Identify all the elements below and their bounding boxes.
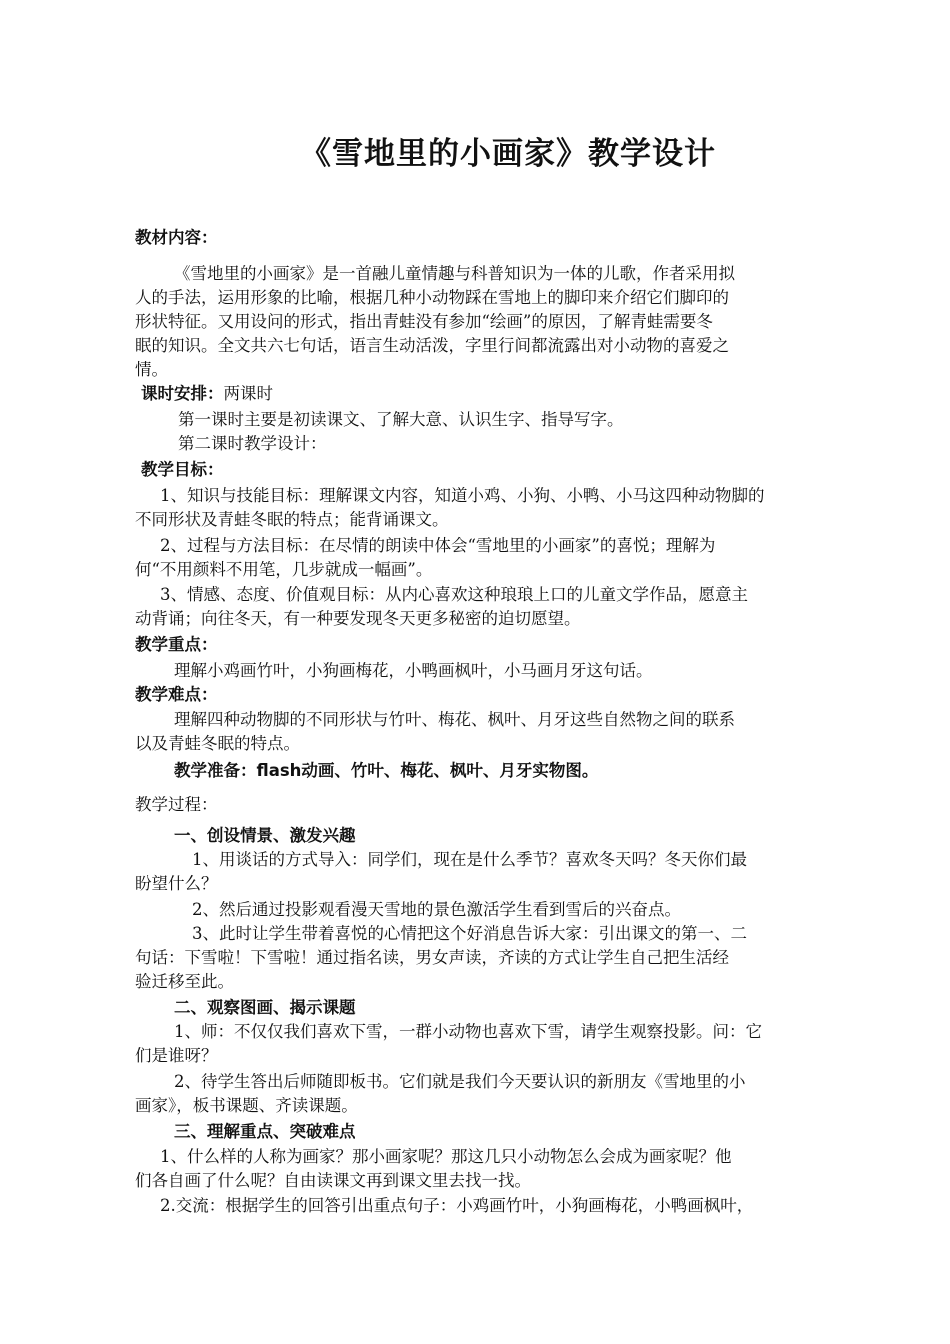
paragraph-line: 何“不用颜料不用笔，几步就成一幅画”。 bbox=[135, 560, 433, 579]
paragraph-line: 3、此时让学生带着喜悦的心情把这个好消息告诉大家：引出课文的第一、二 bbox=[192, 924, 747, 943]
paragraph-line: 画家》，板书课题、齐读课题。 bbox=[135, 1096, 358, 1115]
paragraph-line: 动背诵；向往冬天，有一种要发现冬天更多秘密的迫切愿望。 bbox=[135, 609, 581, 628]
paragraph-line: 们各自画了什么呢？自由读课文再到课文里去找一找。 bbox=[135, 1171, 531, 1190]
paragraph-line: 盼望什么？ bbox=[135, 874, 218, 893]
paragraph-line: 们是谁呀？ bbox=[135, 1046, 218, 1065]
paragraph-line: 2、待学生答出后师随即板书。它们就是我们今天要认识的新朋友《雪地里的小 bbox=[174, 1072, 746, 1091]
document-title: 《雪地里的小画家》教学设计 bbox=[300, 136, 716, 172]
paragraph-line: 不同形状及青蛙冬眠的特点；能背诵课文。 bbox=[135, 510, 449, 529]
paragraph-line: 以及青蛙冬眠的特点。 bbox=[135, 734, 300, 753]
section-heading-preparation: 教学准备：flash动画、竹叶、梅花、枫叶、月牙实物图。 bbox=[174, 761, 599, 780]
paragraph-line: 形状特征。又用设问的形式，指出青蛙没有参加“绘画”的原因，了解青蛙需要冬 bbox=[135, 312, 713, 331]
paragraph-line: 1、用谈话的方式导入：同学们，现在是什么季节？喜欢冬天吗？冬天你们最 bbox=[192, 850, 747, 869]
paragraph-line: 理解四种动物脚的不同形状与竹叶、梅花、枫叶、月牙这些自然物之间的联系 bbox=[174, 710, 735, 729]
paragraph-line: 1、师：不仅仅我们喜欢下雪，一群小动物也喜欢下雪，请学生观察投影。问：它 bbox=[174, 1022, 762, 1041]
paragraph-line: 1、知识与技能目标：理解课文内容，知道小鸡、小狗、小鸭、小马这四种动物脚的 bbox=[160, 486, 765, 505]
section-heading-difficulties: 教学难点： bbox=[135, 685, 218, 704]
section-heading-schedule: 课时安排： bbox=[141, 384, 224, 403]
paragraph-line: 《雪地里的小画家》是一首融儿童情趣与科普知识为一体的儿歌，作者采用拟 bbox=[174, 264, 735, 283]
paragraph-line: 眠的知识。全文共六七句话，语言生动活泼，字里行间都流露出对小动物的喜爱之 bbox=[135, 336, 729, 355]
paragraph-line: 1、什么样的人称为画家？那小画家呢？那这几只小动物怎么会成为画家呢？他 bbox=[160, 1147, 732, 1166]
paragraph-line: 3、情感、态度、价值观目标：从内心喜欢这种琅琅上口的儿童文学作品，愿意主 bbox=[160, 585, 748, 604]
paragraph-line: 2.交流：根据学生的回答引出重点句子：小鸡画竹叶，小狗画梅花，小鸭画枫叶， bbox=[160, 1196, 754, 1215]
paragraph-line: 第一课时主要是初读课文、了解大意、认识生字、指导写字。 bbox=[178, 410, 624, 429]
paragraph-line: 2、过程与方法目标：在尽情的朗读中体会“雪地里的小画家”的喜悦；理解为 bbox=[160, 536, 716, 555]
paragraph-line: 句话：下雪啦！下雪啦！通过指名读，男女声读，齐读的方式让学生自己把生活经 bbox=[135, 948, 729, 967]
subsection-heading: 三、理解重点、突破难点 bbox=[174, 1122, 356, 1141]
schedule-value: 两课时 bbox=[223, 384, 273, 403]
paragraph-line: 人的手法，运用形象的比喻，根据几种小动物踩在雪地上的脚印来介绍它们脚印的 bbox=[135, 288, 729, 307]
paragraph-line: 第二课时教学设计： bbox=[178, 434, 327, 453]
subsection-heading: 二、观察图画、揭示课题 bbox=[174, 998, 356, 1017]
subsection-heading: 一、创设情景、激发兴趣 bbox=[174, 826, 356, 845]
paragraph-line: 理解小鸡画竹叶，小狗画梅花，小鸭画枫叶，小马画月牙这句话。 bbox=[174, 661, 653, 680]
section-heading-key-points: 教学重点： bbox=[135, 635, 218, 654]
section-heading-objectives: 教学目标： bbox=[141, 460, 224, 479]
schedule-line bbox=[141, 382, 273, 406]
paragraph-line: 验迁移至此。 bbox=[135, 972, 234, 991]
section-heading-materials: 教材内容： bbox=[135, 228, 218, 247]
paragraph-line: 情。 bbox=[135, 360, 168, 379]
section-heading-process: 教学过程： bbox=[135, 795, 218, 814]
paragraph-line: 2、然后通过投影观看漫天雪地的景色激活学生看到雪后的兴奋点。 bbox=[192, 900, 681, 919]
